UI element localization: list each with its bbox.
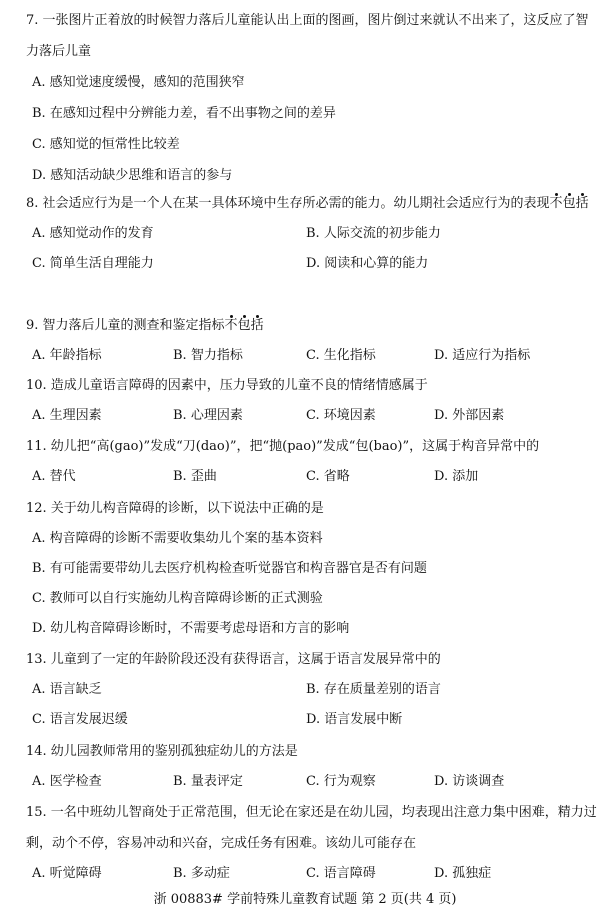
question-11 bbox=[26, 431, 598, 492]
option-b: B. 多动症 bbox=[173, 866, 230, 881]
option-d: D. 幼儿构音障碍诊断时，不需要考虑母语和方言的影响 bbox=[32, 621, 350, 636]
option-b: B. 在感知过程中分辨能力差，看不出事物之间的差异 bbox=[32, 106, 336, 121]
option-d: D. 感知活动缺少思维和语言的参与 bbox=[32, 168, 233, 183]
question-stem: 10. 造成儿童语言障碍的因素中，压力导致的儿童不良的情绪情感属于 bbox=[26, 378, 428, 393]
option-a: A. 生理因素 bbox=[32, 408, 102, 423]
option-d: D. 添加 bbox=[434, 469, 479, 484]
option-a: A. 语言缺乏 bbox=[32, 682, 102, 697]
option-b: B. 歪曲 bbox=[173, 469, 217, 484]
question-7 bbox=[26, 5, 598, 191]
option-c: C. 语言障碍 bbox=[306, 866, 376, 881]
question-15 bbox=[26, 797, 598, 889]
question-stem: 7. 一张图片正着放的时候智力落后儿童能认出上面的图画，图片倒过来就认不出来了，这反应了智力落后儿童 bbox=[26, 13, 589, 59]
option-a: A. 医学检查 bbox=[32, 774, 102, 789]
option-a: A. 替代 bbox=[32, 469, 76, 484]
question-stem: 13. 儿童到了一定的年龄阶段还没有获得语言，这属于语言发展异常中的 bbox=[26, 652, 441, 667]
question-10 bbox=[26, 370, 598, 431]
option-a: A. 感知觉动作的发育 bbox=[32, 226, 154, 241]
option-d: D. 语言发展中断 bbox=[306, 712, 403, 727]
question-stem: 11. 幼儿把“高(gao)”发成“刀(dao)”，把“抛(pao)”发成“包(bao)”，这属于构音异常中的 bbox=[26, 439, 540, 454]
option-b: B. 有可能需要带幼儿去医疗机构检查听觉器官和构音器官是否有问题 bbox=[32, 561, 427, 576]
question-stem: 15. 一名中班幼儿智商处于正常范围，但无论在家还是在幼儿园，均表现出注意力集中困难，精力过剩，动个不停，容易冲动和兴奋，完成任务有困难。该幼儿可能存在 bbox=[26, 805, 597, 851]
option-a: A. 感知觉速度缓慢，感知的范围狭窄 bbox=[32, 75, 245, 90]
emphasis-text: 不包括 bbox=[549, 196, 589, 211]
option-c: C. 感知觉的恒常性比较差 bbox=[32, 137, 180, 152]
option-a: A. 构音障碍的诊断不需要收集幼儿个案的基本资料 bbox=[32, 531, 323, 546]
option-d: D. 适应行为指标 bbox=[434, 348, 531, 363]
emphasis-text: 不包括 bbox=[224, 318, 264, 333]
option-d: D. 孤独症 bbox=[434, 866, 492, 881]
option-b: B. 人际交流的初步能力 bbox=[306, 226, 441, 241]
option-d: D. 阅读和心算的能力 bbox=[306, 256, 429, 271]
question-stem: 14. 幼儿园教师常用的鉴别孤独症幼儿的方法是 bbox=[26, 744, 298, 759]
option-c: C. 教师可以自行实施幼儿构音障碍诊断的正式测验 bbox=[32, 591, 323, 606]
option-d: D. 外部因素 bbox=[434, 408, 505, 423]
option-c: C. 行为观察 bbox=[306, 774, 376, 789]
option-a: A. 听觉障碍 bbox=[32, 866, 102, 881]
question-stem: 9. 智力落后儿童的测查和鉴定指标不包括 bbox=[26, 318, 264, 333]
option-c: C. 省略 bbox=[306, 469, 350, 484]
question-14 bbox=[26, 736, 598, 797]
option-b: B. 量表评定 bbox=[173, 774, 243, 789]
question-9 bbox=[26, 310, 598, 371]
question-13 bbox=[26, 644, 598, 735]
question-stem: 8. 社会适应行为是一个人在某一具体环境中生存所必需的能力。幼儿期社会适应行为的表现不包括 bbox=[26, 196, 589, 211]
question-12 bbox=[26, 493, 598, 644]
option-d: D. 访谈调查 bbox=[434, 774, 505, 789]
question-stem: 12. 关于幼儿构音障碍的诊断，以下说法中正确的是 bbox=[26, 501, 324, 516]
option-b: B. 智力指标 bbox=[173, 348, 243, 363]
question-8 bbox=[26, 188, 598, 279]
option-a: A. 年龄指标 bbox=[32, 348, 102, 363]
option-c: C. 简单生活自理能力 bbox=[32, 256, 154, 271]
option-b: B. 心理因素 bbox=[173, 408, 243, 423]
option-b: B. 存在质量差别的语言 bbox=[306, 682, 441, 697]
option-c: C. 生化指标 bbox=[306, 348, 376, 363]
page-footer: 浙 00883# 学前特殊儿童教育试题 第 2 页(共 4 页) bbox=[153, 892, 457, 907]
option-c: C. 语言发展迟缓 bbox=[32, 712, 128, 727]
option-c: C. 环境因素 bbox=[306, 408, 376, 423]
